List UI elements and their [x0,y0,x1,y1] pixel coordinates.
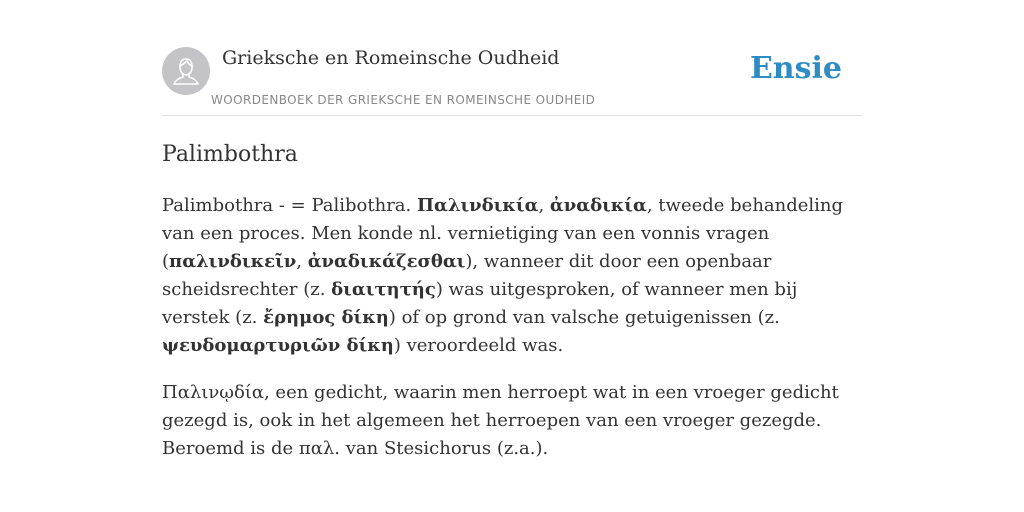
avatar[interactable] [162,47,210,95]
paragraph-1 [162,192,867,360]
text-segment: ), wanneer dit door een openbaar scheidsrechter (z. [162,251,772,300]
author-link[interactable]: Grieksche en Romeinsche Oudheid [222,47,560,69]
greek-term: ψευδομαρτυριῶν δίκη [162,335,394,356]
text-segment: , [538,195,550,216]
text-segment: ) was uitgesproken, of wanneer men bij verstek (z. [162,279,798,328]
text-segment: , tweede behandeling van een proces. Men konde nl. vernietiging van een vonnis vragen ( [162,195,844,272]
greek-term: ἔρημος δίκη [263,307,389,328]
greek-term: παλινδικεῖν [169,251,297,272]
greek-term: ἀναδικάζεσθαι [307,251,466,272]
text-segment: ) veroordeeld was. [393,335,564,356]
user-icon [162,47,210,95]
ensie-logo[interactable]: Ensie [749,51,842,86]
header [162,45,862,116]
page-title: Palimbothra [162,142,298,167]
dictionary-subtitle[interactable]: WOORDENBOEK DER GRIEKSCHE EN ROMEINSCHE OUDHEID [211,93,596,107]
text-segment: Palimbothra - = Palibothra. [162,195,417,216]
greek-term: ἀναδικία [549,195,647,216]
greek-term: διαιτητής [331,279,436,300]
article-body [162,192,867,482]
paragraph-2: Παλινῳδία, een gedicht, waarin men herroept wat in een vroeger gedicht gezegd is, ook in het algemeen het herroepen van een vroeger gezegde. Beroemd is de παλ. van Stesichorus (z.a.). [162,382,839,459]
text-segment: ) of op grond van valsche getuigenissen (z. [388,307,780,328]
greek-term: Παλινδικία [416,195,539,216]
text-segment: , [296,251,308,272]
